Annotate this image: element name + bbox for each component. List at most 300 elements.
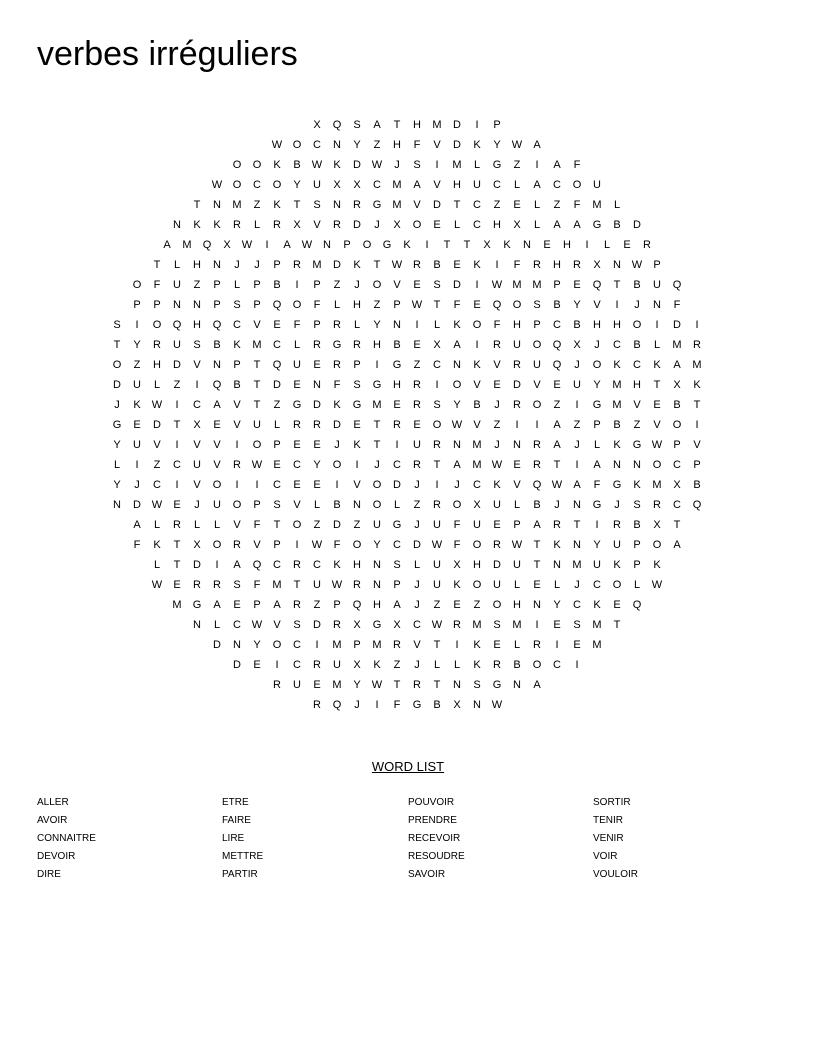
- grid-letter: O: [372, 279, 382, 291]
- grid-letter: O: [672, 419, 682, 431]
- grid-letter: K: [273, 199, 281, 211]
- grid-letter: N: [373, 579, 381, 591]
- grid-letter: L: [233, 279, 241, 291]
- grid-letter: V: [273, 619, 281, 631]
- grid-letter: I: [415, 319, 419, 331]
- grid-letter: W: [151, 579, 163, 591]
- grid-letter: P: [313, 319, 321, 331]
- grid-letter: J: [494, 399, 500, 411]
- grid-letter: B: [693, 479, 701, 491]
- grid-letter: I: [175, 439, 179, 451]
- grid-letter: C: [673, 499, 681, 511]
- grid-letter: M: [532, 279, 542, 291]
- grid-letter: O: [292, 299, 302, 311]
- grid-letter: X: [483, 239, 491, 251]
- grid-letter: D: [333, 419, 341, 431]
- grid-letter: B: [613, 419, 621, 431]
- grid-letter: W: [211, 179, 223, 191]
- grid-letter: Q: [332, 119, 342, 131]
- grid-letter: N: [193, 299, 201, 311]
- grid-letter: T: [433, 299, 441, 311]
- grid-letter: V: [233, 399, 241, 411]
- grid-letter: W: [491, 459, 503, 471]
- grid-letter: E: [413, 279, 421, 291]
- grid-letter: H: [553, 259, 561, 271]
- grid-letter: Y: [113, 439, 121, 451]
- grid-letter: J: [414, 599, 420, 611]
- grid-letter: V: [193, 359, 201, 371]
- grid-letter: V: [493, 359, 501, 371]
- grid-letter: U: [433, 579, 441, 591]
- grid-letter: S: [393, 559, 401, 571]
- grid-letter: M: [392, 199, 402, 211]
- grid-letter: D: [353, 159, 361, 171]
- grid-letter: T: [533, 559, 541, 571]
- grid-letter: U: [333, 659, 341, 671]
- grid-letter: C: [293, 459, 301, 471]
- grid-letter: R: [513, 359, 521, 371]
- grid-letter: W: [251, 459, 263, 471]
- grid-letter: Q: [202, 239, 212, 251]
- grid-letter: X: [593, 259, 601, 271]
- grid-letter: P: [343, 239, 351, 251]
- grid-letter: R: [613, 519, 621, 531]
- grid-letter: K: [133, 399, 141, 411]
- grid-letter: T: [113, 339, 121, 351]
- grid-letter: Y: [453, 399, 461, 411]
- grid-letter: A: [163, 239, 171, 251]
- grid-letter: K: [473, 359, 481, 371]
- grid-letter: R: [413, 379, 421, 391]
- grid-letter: K: [453, 319, 461, 331]
- grid-letter: L: [253, 219, 261, 231]
- grid-letter: M: [372, 399, 382, 411]
- grid-letter: O: [232, 179, 242, 191]
- grid-letter: E: [313, 359, 321, 371]
- grid-letter: R: [573, 259, 581, 271]
- grid-letter: J: [414, 659, 420, 671]
- grid-letter: L: [213, 519, 221, 531]
- grid-letter: R: [533, 259, 541, 271]
- grid-letter: S: [293, 619, 301, 631]
- grid-letter: I: [295, 539, 299, 551]
- grid-letter: L: [193, 519, 201, 531]
- grid-letter: I: [595, 519, 599, 531]
- grid-letter: N: [553, 559, 561, 571]
- grid-letter: C: [173, 459, 181, 471]
- grid-letter: D: [313, 619, 321, 631]
- grid-letter: S: [493, 619, 501, 631]
- grid-letter: D: [413, 539, 421, 551]
- grid-letter: I: [555, 639, 559, 651]
- grid-letter: T: [293, 199, 301, 211]
- grid-letter: E: [623, 239, 631, 251]
- grid-letter: J: [494, 439, 500, 451]
- word-list-item: ETRE: [222, 797, 249, 808]
- grid-letter: J: [574, 359, 580, 371]
- grid-letter: Q: [552, 339, 562, 351]
- grid-letter: K: [633, 479, 641, 491]
- grid-letter: W: [431, 619, 443, 631]
- grid-letter: E: [173, 579, 181, 591]
- grid-letter: C: [273, 479, 281, 491]
- grid-letter: I: [335, 479, 339, 491]
- grid-letter: W: [391, 259, 403, 271]
- grid-letter: R: [273, 219, 281, 231]
- grid-letter: A: [453, 339, 461, 351]
- grid-letter: J: [614, 499, 620, 511]
- grid-letter: V: [473, 419, 481, 431]
- grid-letter: O: [592, 359, 602, 371]
- word-list-item: VOULOIR: [593, 869, 639, 880]
- grid-letter: T: [533, 539, 541, 551]
- grid-letter: G: [612, 479, 622, 491]
- grid-letter: H: [193, 259, 201, 271]
- grid-letter: Y: [313, 459, 321, 471]
- grid-letter: Z: [553, 399, 561, 411]
- grid-letter: O: [512, 299, 522, 311]
- grid-letter: F: [333, 539, 341, 551]
- grid-letter: A: [213, 599, 221, 611]
- grid-letter: K: [453, 579, 461, 591]
- grid-letter: Z: [573, 419, 581, 431]
- grid-letter: G: [412, 699, 422, 711]
- grid-letter: X: [353, 659, 361, 671]
- grid-letter: U: [293, 359, 301, 371]
- grid-letter: U: [173, 339, 181, 351]
- grid-letter: Y: [253, 639, 261, 651]
- grid-letter: O: [532, 659, 542, 671]
- grid-letter: H: [353, 299, 361, 311]
- grid-letter: I: [455, 639, 459, 651]
- grid-letter: T: [253, 379, 261, 391]
- grid-letter: C: [373, 179, 381, 191]
- grid-letter: I: [425, 239, 429, 251]
- grid-letter: O: [432, 419, 442, 431]
- grid-letter: O: [612, 579, 622, 591]
- grid-letter: M: [392, 179, 402, 191]
- grid-letter: X: [193, 419, 201, 431]
- grid-letter: P: [213, 299, 221, 311]
- grid-letter: R: [213, 579, 221, 591]
- grid-letter: R: [273, 679, 281, 691]
- grid-letter: D: [193, 559, 201, 571]
- grid-letter: T: [553, 459, 561, 471]
- grid-letter: I: [355, 459, 359, 471]
- grid-letter: L: [533, 219, 541, 231]
- grid-letter: O: [152, 319, 162, 331]
- grid-letter: A: [573, 219, 581, 231]
- grid-letter: R: [433, 439, 441, 451]
- grid-letter: R: [393, 419, 401, 431]
- grid-letter: G: [372, 199, 382, 211]
- grid-letter: I: [615, 299, 619, 311]
- grid-letter: C: [413, 619, 421, 631]
- grid-letter: Y: [373, 319, 381, 331]
- grid-letter: T: [673, 519, 681, 531]
- grid-letter: V: [233, 419, 241, 431]
- word-list-item: FAIRE: [222, 815, 251, 826]
- grid-letter: F: [453, 539, 461, 551]
- grid-letter: M: [332, 679, 342, 691]
- grid-letter: M: [472, 459, 482, 471]
- grid-letter: T: [373, 259, 381, 271]
- grid-letter: J: [114, 399, 120, 411]
- grid-letter: R: [233, 459, 241, 471]
- grid-letter: O: [652, 459, 662, 471]
- grid-letter: N: [213, 259, 221, 271]
- grid-letter: F: [293, 319, 301, 331]
- grid-letter: F: [573, 159, 581, 171]
- grid-letter: N: [513, 679, 521, 691]
- grid-letter: K: [473, 259, 481, 271]
- grid-letter: G: [292, 399, 302, 411]
- grid-letter: E: [313, 679, 321, 691]
- grid-letter: O: [332, 459, 342, 471]
- grid-letter: V: [353, 479, 361, 491]
- grid-letter: P: [133, 299, 141, 311]
- grid-letter: A: [533, 679, 541, 691]
- grid-letter: P: [153, 299, 161, 311]
- grid-letter: L: [273, 419, 281, 431]
- grid-letter: E: [493, 639, 501, 651]
- grid-letter: L: [533, 199, 541, 211]
- grid-letter: R: [533, 439, 541, 451]
- grid-letter: F: [673, 299, 681, 311]
- grid-letter: A: [553, 159, 561, 171]
- grid-letter: W: [251, 619, 263, 631]
- word-list-item: VOIR: [593, 851, 618, 862]
- grid-letter: O: [532, 339, 542, 351]
- grid-letter: N: [333, 139, 341, 151]
- grid-letter: U: [213, 499, 221, 511]
- grid-letter: T: [173, 419, 181, 431]
- grid-letter: L: [213, 619, 221, 631]
- grid-letter: I: [655, 319, 659, 331]
- grid-letter: U: [313, 179, 321, 191]
- grid-letter: C: [553, 659, 561, 671]
- grid-letter: C: [313, 559, 321, 571]
- grid-letter: V: [593, 299, 601, 311]
- grid-letter: S: [413, 159, 421, 171]
- grid-letter: C: [433, 359, 441, 371]
- grid-letter: F: [333, 379, 341, 391]
- grid-letter: J: [134, 479, 140, 491]
- grid-letter: Z: [633, 419, 641, 431]
- grid-letter: V: [413, 639, 421, 651]
- grid-letter: L: [353, 319, 361, 331]
- grid-letter: J: [414, 519, 420, 531]
- grid-letter: I: [535, 619, 539, 631]
- grid-letter: Q: [632, 599, 642, 611]
- grid-letter: C: [673, 459, 681, 471]
- grid-letter: E: [173, 499, 181, 511]
- grid-letter: E: [493, 519, 501, 531]
- grid-letter: M: [252, 339, 262, 351]
- grid-letter: D: [353, 219, 361, 231]
- grid-letter: R: [293, 559, 301, 571]
- grid-letter: A: [553, 439, 561, 451]
- grid-letter: M: [172, 599, 182, 611]
- grid-letter: O: [352, 539, 362, 551]
- grid-letter: D: [333, 519, 341, 531]
- grid-letter: E: [353, 419, 361, 431]
- grid-letter: R: [413, 259, 421, 271]
- grid-letter: G: [372, 379, 382, 391]
- grid-letter: V: [653, 419, 661, 431]
- grid-letter: L: [413, 559, 421, 571]
- grid-letter: C: [393, 459, 401, 471]
- grid-letter: P: [653, 259, 661, 271]
- grid-letter: K: [153, 539, 161, 551]
- grid-letter: L: [473, 159, 481, 171]
- grid-letter: R: [233, 539, 241, 551]
- grid-letter: J: [394, 159, 400, 171]
- grid-letter: R: [553, 519, 561, 531]
- grid-letter: A: [373, 119, 381, 131]
- grid-letter: Z: [153, 459, 161, 471]
- grid-letter: G: [592, 499, 602, 511]
- grid-letter: L: [153, 519, 161, 531]
- grid-letter: N: [453, 439, 461, 451]
- grid-letter: J: [334, 439, 340, 451]
- grid-letter: T: [463, 239, 471, 251]
- grid-letter: G: [592, 399, 602, 411]
- grid-letter: E: [413, 419, 421, 431]
- grid-letter: V: [233, 519, 241, 531]
- grid-letter: C: [393, 539, 401, 551]
- grid-letter: N: [453, 359, 461, 371]
- grid-letter: J: [194, 499, 200, 511]
- grid-letter: R: [333, 319, 341, 331]
- grid-letter: V: [393, 279, 401, 291]
- grid-letter: U: [573, 379, 581, 391]
- grid-letter: M: [232, 199, 242, 211]
- grid-letter: I: [215, 559, 219, 571]
- grid-letter: Y: [593, 539, 601, 551]
- grid-letter: D: [633, 219, 641, 231]
- grid-letter: M: [672, 339, 682, 351]
- grid-letter: U: [613, 539, 621, 551]
- grid-letter: W: [311, 159, 323, 171]
- grid-letter: E: [533, 579, 541, 591]
- grid-letter: Z: [433, 599, 441, 611]
- grid-letter: W: [651, 579, 663, 591]
- grid-letter: C: [273, 339, 281, 351]
- grid-letter: I: [175, 479, 179, 491]
- grid-letter: U: [493, 499, 501, 511]
- grid-letter: W: [431, 539, 443, 551]
- grid-letter: X: [513, 219, 521, 231]
- grid-letter: R: [313, 659, 321, 671]
- grid-letter: B: [573, 319, 581, 331]
- word-list-item: RECEVOIR: [408, 833, 461, 844]
- grid-letter: N: [353, 499, 361, 511]
- grid-letter: F: [593, 479, 601, 491]
- grid-letter: O: [372, 479, 382, 491]
- grid-letter: E: [573, 279, 581, 291]
- grid-letter: D: [113, 379, 121, 391]
- grid-letter: T: [613, 279, 621, 291]
- grid-letter: L: [113, 459, 121, 471]
- grid-letter: E: [413, 339, 421, 351]
- grid-letter: S: [353, 379, 361, 391]
- grid-letter: Y: [553, 599, 561, 611]
- grid-letter: U: [473, 179, 481, 191]
- grid-letter: O: [492, 599, 502, 611]
- grid-letter: R: [353, 199, 361, 211]
- grid-letter: M: [652, 479, 662, 491]
- grid-letter: M: [612, 379, 622, 391]
- grid-letter: C: [593, 579, 601, 591]
- grid-letter: V: [473, 379, 481, 391]
- grid-letter: J: [234, 259, 240, 271]
- grid-letter: Y: [133, 339, 141, 351]
- grid-letter: S: [433, 279, 441, 291]
- grid-letter: M: [572, 559, 582, 571]
- grid-letter: W: [631, 259, 643, 271]
- grid-letter: K: [503, 239, 511, 251]
- grid-letter: O: [272, 639, 282, 651]
- grid-letter: U: [433, 519, 441, 531]
- grid-letter: D: [433, 199, 441, 211]
- grid-letter: W: [151, 499, 163, 511]
- grid-letter: Z: [393, 659, 401, 671]
- grid-letter: I: [475, 119, 479, 131]
- grid-letter: R: [693, 339, 701, 351]
- grid-letter: E: [313, 439, 321, 451]
- grid-letter: D: [393, 479, 401, 491]
- grid-letter: Q: [212, 319, 222, 331]
- grid-letter: V: [153, 439, 161, 451]
- grid-letter: P: [353, 639, 361, 651]
- grid-letter: L: [453, 219, 461, 231]
- grid-letter: A: [273, 599, 281, 611]
- grid-letter: O: [472, 539, 482, 551]
- grid-letter: R: [493, 659, 501, 671]
- grid-letter: K: [193, 219, 201, 231]
- grid-letter: V: [253, 539, 261, 551]
- grid-letter: N: [193, 619, 201, 631]
- grid-letter: O: [412, 219, 422, 231]
- grid-letter: N: [233, 639, 241, 651]
- grid-letter: O: [292, 519, 302, 531]
- grid-letter: U: [253, 419, 261, 431]
- grid-letter: R: [353, 579, 361, 591]
- grid-letter: Y: [593, 379, 601, 391]
- grid-letter: S: [353, 119, 361, 131]
- grid-letter: X: [473, 499, 481, 511]
- grid-letter: I: [435, 159, 439, 171]
- grid-letter: Q: [552, 359, 562, 371]
- grid-letter: P: [673, 439, 681, 451]
- grid-letter: S: [573, 619, 581, 631]
- grid-letter: K: [213, 219, 221, 231]
- grid-letter: A: [533, 179, 541, 191]
- grid-letter: T: [253, 359, 261, 371]
- grid-letter: U: [533, 359, 541, 371]
- grid-letter: J: [454, 479, 460, 491]
- grid-letter: O: [112, 359, 122, 371]
- grid-letter: P: [553, 279, 561, 291]
- grid-letter: S: [473, 679, 481, 691]
- grid-letter: Y: [573, 299, 581, 311]
- grid-letter: X: [673, 479, 681, 491]
- grid-letter: H: [633, 379, 641, 391]
- grid-letter: I: [175, 399, 179, 411]
- grid-letter: L: [603, 239, 611, 251]
- grid-letter: U: [593, 179, 601, 191]
